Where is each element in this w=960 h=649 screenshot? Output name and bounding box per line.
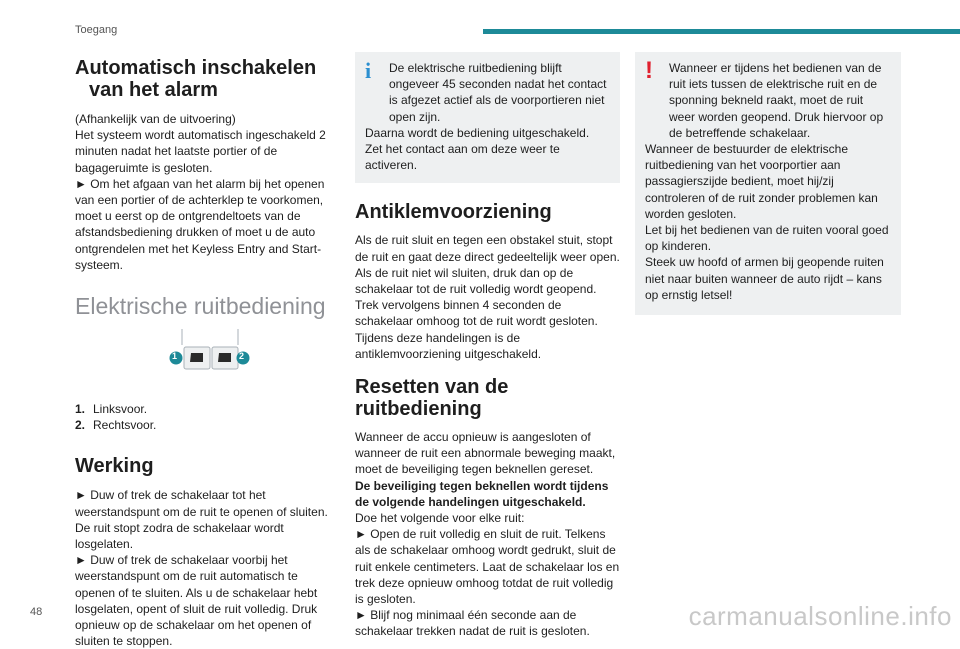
figure-legend [75, 401, 340, 433]
reset-paragraph: Wanneer de accu opnieuw is aangesloten of wanneer de ruit een abnormale beweging maakt, moet de beveiliging tegen beknellen gereset. [355, 430, 616, 477]
reset-paragraph: Doe het volgende voor elke ruit: [355, 511, 525, 526]
werking-paragraph: ► Duw of trek de schakelaar tot het weerstandspunt om de ruit te openen of sluiten. De ruit stopt zodra de schakelaar wordt losgelaten. [75, 488, 328, 552]
antiklem-paragraph: Tijdens deze handelingen is de antiklemvoorziening uitgeschakeld. [355, 330, 542, 361]
window-switches-illustration [75, 327, 340, 389]
reset-paragraph: ► Open de ruit volledig en sluit de ruit. Telkens als de schakelaar omhoog wordt gedrukt, sluit de ruit enkele centimeters. Laat de schakelaar los en trek deze opnieuw omhoog totdat de ruit volledig is gesloten. [355, 527, 620, 607]
warning-paragraph: Let bij het bedienen van de ruiten vooral goed op kinderen. [645, 223, 889, 254]
warning-icon: ! [645, 57, 653, 84]
antiklem-paragraph: Als de ruit sluit en tegen een obstakel stuit, stopt de ruit en gaat deze direct gedeeltelijk weer open. [355, 233, 620, 264]
info-paragraph: Daarna wordt de bediening uitgeschakeld. Zet het contact aan om deze weer te activeren. [365, 125, 590, 173]
section-title: Elektrische ruitbediening [75, 293, 326, 320]
legend-item: 1. Linksvoor. [75, 402, 148, 417]
reset-heading: Resetten van de ruitbediening [355, 376, 509, 421]
alarm-paragraph: ► Om het afgaan van het alarm bij het openen van een portier of de achterklep te voorkomen, moet u eerst op de ontgrendeltoets van de afstandsbediening drukken of moet u de auto ontgrendelen met het Keyless Entry and Start-systeem. [75, 176, 325, 272]
alarm-paragraph: Het systeem wordt automatisch ingeschakeld 2 minuten nadat het laatste portier of de bagageruimte is gesloten. [75, 128, 326, 175]
callout-2-label: 2 [239, 351, 245, 362]
info-box [355, 52, 620, 183]
header-accent-bar [483, 29, 960, 34]
werking-heading: Werking [75, 455, 154, 478]
warning-paragraph: Wanneer de bestuurder de elektrische ruitbediening van het voorportier aan passagierszijde bedient, moet hij/zij controleren of de ruit zonder problemen kan worden gesloten. [645, 142, 878, 221]
alarm-heading: Automatisch inschakelen van het alarm [75, 57, 317, 101]
window-icon-left [190, 353, 203, 362]
column-middle [355, 52, 620, 640]
column-left [75, 52, 340, 649]
column-right [635, 52, 901, 315]
switch-figure [75, 327, 340, 389]
info-icon: i [365, 58, 372, 83]
alarm-paragraph: (Afhankelijk van de uitvoering) [75, 112, 236, 126]
info-paragraph: De elektrische ruitbediening blijft ongeveer 45 seconden nadat het contact is afgezet actief als de voorportieren niet open zijn. [389, 61, 607, 124]
werking-paragraph: ► Duw of trek de schakelaar voorbij het weerstandspunt om de ruit automatisch te openen of te sluiten. Als u de schakelaar hebt losgelaten, opent of sluit de ruit volledig. Druk opnieuw op de schakelaar om het openen of sluiten te stoppen. [75, 553, 318, 649]
window-icon-right [218, 353, 231, 362]
warning-box [635, 52, 901, 315]
warning-paragraph: Steek uw hoofd of armen bij geopende ruiten niet naar buiten wanneer de auto rijdt – kans op ernstig letsel! [645, 255, 884, 302]
legend-item: 2. Rechtsvoor. [75, 418, 157, 433]
running-header: Toegang [75, 24, 118, 36]
antiklem-paragraph: Als de ruit niet wil sluiten, druk dan op de schakelaar tot de ruit volledig wordt geopend. Trek vervolgens binnen 4 seconden de schakelaar omhoog tot de ruit wordt gesloten. [355, 265, 598, 329]
watermark: carmanualsonline.info [688, 601, 952, 631]
antiklem-heading: Antiklemvoorziening [355, 201, 552, 224]
page-number: 48 [30, 606, 43, 618]
reset-bold-paragraph: De beveiliging tegen beknellen wordt tijdens de volgende handelingen uitgeschakeld. [355, 478, 609, 509]
reset-paragraph: ► Blijf nog minimaal één seconde aan de schakelaar trekken nadat de ruit is gesloten. [355, 608, 590, 639]
callout-1-label: 1 [172, 351, 178, 362]
warning-paragraph: Wanneer er tijdens het bedienen van de ruit iets tussen de elektrische ruit en de sponning bekneld raakt, moet de ruit weer worden geopend. Druk hiervoor op de betreffende schakelaar. [669, 61, 884, 140]
